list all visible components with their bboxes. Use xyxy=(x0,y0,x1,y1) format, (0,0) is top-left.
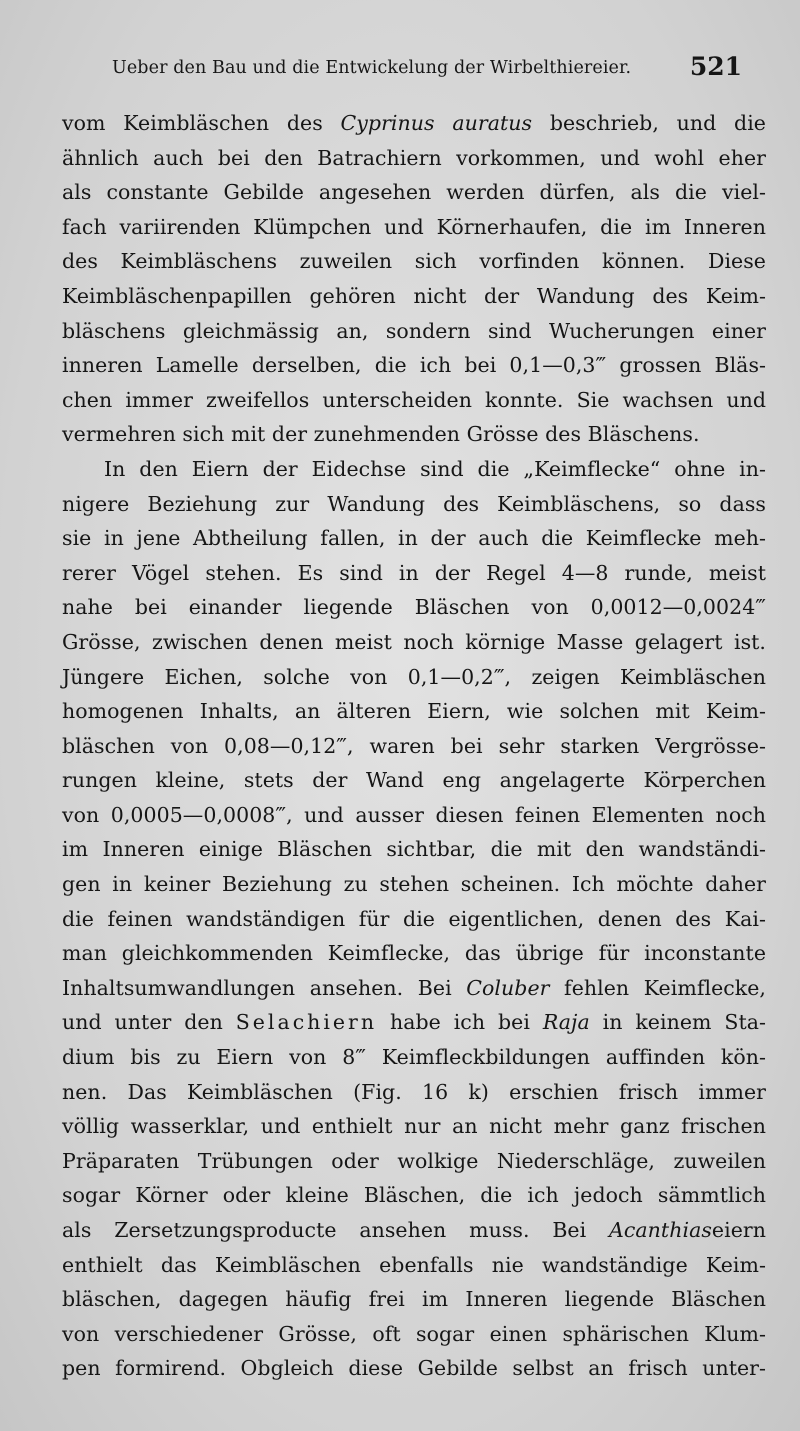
italic-term: Acanthias xyxy=(609,1218,712,1242)
text-segment: In den Eiern der Eidechse sind die „Keimflecke“ ohne in- xyxy=(104,456,766,481)
text-line xyxy=(62,106,766,141)
text-line xyxy=(62,1109,766,1144)
running-title: Ueber den Bau und die Entwickelung der Wirbelthiereier. xyxy=(112,58,632,78)
text-line xyxy=(62,279,766,314)
text-segment: dium bis zu Eiern von 8‴ Keimfleckbildungen auffinden kön- xyxy=(62,1045,766,1070)
text-line xyxy=(62,694,766,729)
text-segment: sogar Körner oder kleine Bläschen, die ich jedoch sämmtlich xyxy=(62,1183,766,1208)
text-line xyxy=(62,521,766,556)
italic-term: Raja xyxy=(542,1010,590,1035)
text-segment: chen immer zweifellos unterscheiden konnte. Sie wachsen und xyxy=(62,387,766,412)
text-segment: bläschen von 0,08—0,12‴, waren bei sehr starken Vergrösse- xyxy=(62,733,766,758)
text-segment: inneren Lamelle derselben, die ich bei 0,1—0,3‴ grossen Bläs- xyxy=(62,353,766,378)
text-line xyxy=(62,175,766,210)
text-segment: ähnlich auch bei den Batrachiern vorkommen, und wohl eher xyxy=(62,145,766,170)
text-line xyxy=(62,348,766,383)
text-line xyxy=(62,625,766,660)
text-segment: homogenen Inhalts, an älteren Eiern, wie solchen mit Keim- xyxy=(62,699,766,724)
text-segment: fach variirenden Klümpchen und Körnerhaufen, die im Inneren xyxy=(62,214,766,239)
text-line xyxy=(62,867,766,902)
text-segment: des Keimbläschens zuweilen sich vorfinden können. Diese xyxy=(62,249,766,274)
text-line xyxy=(62,936,766,971)
text-line xyxy=(62,314,766,349)
text-segment: bläschens gleichmässig an, sondern sind Wucherungen einer xyxy=(62,318,766,343)
text-segment: Präparaten Trübungen oder wolkige Niederschläge, zuweilen xyxy=(62,1148,766,1173)
text-line xyxy=(62,971,766,1006)
text-line xyxy=(62,452,766,487)
text-segment: völlig wasserklar, und enthielt nur an nicht mehr ganz frischen xyxy=(62,1114,766,1139)
italic-term: Coluber xyxy=(466,975,550,1000)
text-line xyxy=(62,1317,766,1352)
text-line xyxy=(62,763,766,798)
text-line xyxy=(62,1282,766,1317)
text-segment: gen in keiner Beziehung zu stehen scheinen. Ich möchte daher xyxy=(62,872,766,897)
italic-term: Cyprinus auratus xyxy=(340,111,533,135)
text-line xyxy=(62,1351,766,1386)
text-line xyxy=(62,1144,766,1179)
text-line xyxy=(62,660,766,695)
text-segment: sie in jene Abtheilung fallen, in der auch die Keimflecke meh- xyxy=(62,526,766,551)
text-segment: nigere Beziehung zur Wandung des Keimbläschens, so dass xyxy=(62,491,766,516)
text-line xyxy=(62,1040,766,1075)
text-segment: man gleichkommenden Keimflecke, das übrige für inconstante xyxy=(62,941,766,966)
text-line xyxy=(62,1213,766,1248)
page-number: 521 xyxy=(689,52,742,81)
text-segment: Keimbläschenpapillen gehören nicht der Wandung des Keim- xyxy=(62,283,766,308)
text-segment: von 0,0005—0,0008‴, und ausser diesen feinen Elementen noch xyxy=(62,802,766,827)
text-line xyxy=(62,902,766,937)
text-line xyxy=(62,383,766,418)
text-segment: vom Keimbläschen des xyxy=(62,111,341,135)
text-segment: als Zersetzungsproducte ansehen muss. Bei xyxy=(62,1218,610,1242)
text-line xyxy=(62,729,766,764)
text-line xyxy=(62,417,766,452)
text-line xyxy=(62,141,766,176)
text-segment: bläschen, dagegen häufig frei im Inneren liegende Bläschen xyxy=(62,1287,766,1312)
text-segment: und unter den xyxy=(62,1010,236,1035)
text-line xyxy=(62,487,766,522)
text-segment: als constante Gebilde angesehen werden dürfen, als die viel- xyxy=(62,180,766,205)
text-segment: Jüngere Eichen, solche von 0,1—0,2‴, zeigen Keimbläschen xyxy=(62,664,766,689)
text-segment: nen. Das Keimbläschen (Fig. 16 k) erschien frisch immer xyxy=(62,1079,766,1104)
body-text xyxy=(62,106,766,1386)
spaced-term: Selachiern xyxy=(235,1010,378,1035)
text-segment: fehlen Keimflecke, xyxy=(549,975,766,1000)
text-line xyxy=(62,798,766,833)
text-segment: pen formirend. Obgleich diese Gebilde selbst an frisch unter- xyxy=(62,1356,766,1381)
text-line xyxy=(62,244,766,279)
text-segment: habe ich bei xyxy=(377,1010,543,1035)
text-line xyxy=(62,210,766,245)
text-segment: Inhaltsumwandlungen ansehen. Bei xyxy=(62,975,467,1000)
text-segment: vermehren sich mit der zunehmenden Grösse des Bläschens. xyxy=(62,422,700,447)
text-segment: nahe bei einander liegende Bläschen von 0,0012—0,0024‴ xyxy=(62,595,766,620)
text-line xyxy=(62,1005,766,1040)
text-line xyxy=(62,590,766,625)
text-segment: eiern xyxy=(711,1218,766,1242)
text-line xyxy=(62,1178,766,1213)
text-segment: von verschiedener Grösse, oft sogar einen sphärischen Klum- xyxy=(62,1321,766,1346)
text-segment: die feinen wandständigen für die eigentlichen, denen des Kai- xyxy=(62,906,766,931)
text-line xyxy=(62,556,766,591)
text-segment: beschrieb, und die xyxy=(532,111,766,135)
page-header xyxy=(112,52,742,86)
text-line xyxy=(62,832,766,867)
text-segment: im Inneren einige Bläschen sichtbar, die mit den wandständi- xyxy=(62,837,766,862)
text-segment: rungen kleine, stets der Wand eng angelagerte Körperchen xyxy=(62,768,766,793)
text-segment: rerer Vögel stehen. Es sind in der Regel 4—8 runde, meist xyxy=(62,560,766,585)
text-segment: in keinem Sta- xyxy=(589,1010,767,1035)
text-segment: enthielt das Keimbläschen ebenfalls nie wandständige Keim- xyxy=(62,1252,766,1277)
text-line xyxy=(62,1075,766,1110)
text-segment: Grösse, zwischen denen meist noch körnige Masse gelagert ist. xyxy=(62,629,766,654)
text-line xyxy=(62,1248,766,1283)
